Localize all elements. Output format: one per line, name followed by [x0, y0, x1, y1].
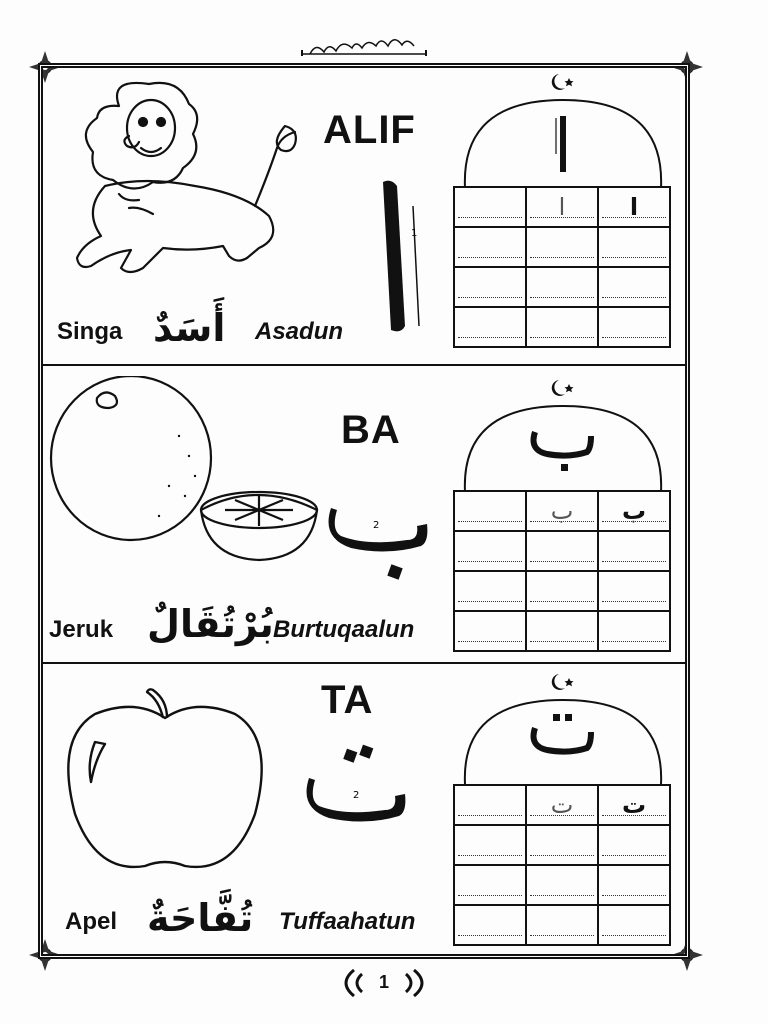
grid-cell[interactable]: ا	[598, 187, 670, 227]
grid-cell[interactable]	[598, 531, 670, 571]
grid-cell[interactable]	[526, 865, 598, 905]
grid-cell[interactable]	[454, 905, 526, 945]
grid-cell[interactable]	[598, 227, 670, 267]
crescent-star-icon	[552, 380, 574, 396]
grid-cell[interactable]: ت	[598, 785, 670, 825]
grid-cell[interactable]: ا	[526, 187, 598, 227]
letter-name: TA	[321, 678, 374, 722]
crescent-star-icon	[552, 674, 574, 690]
grid-cell[interactable]	[454, 865, 526, 905]
apple-illustration	[65, 680, 265, 870]
grid-cell[interactable]: ب	[526, 491, 598, 531]
grid-cell[interactable]	[526, 307, 598, 347]
grid-cell[interactable]	[526, 905, 598, 945]
grid-cell[interactable]	[598, 267, 670, 307]
tracing-grid	[453, 186, 671, 348]
grid-cell[interactable]	[454, 785, 526, 825]
grid-cell[interactable]	[454, 825, 526, 865]
grid-cell[interactable]	[598, 905, 670, 945]
grid-cell[interactable]	[454, 491, 526, 531]
tracing-grid	[453, 784, 671, 946]
word-transliteration: Asadun	[255, 318, 344, 345]
grid-cell[interactable]: ب	[598, 491, 670, 531]
grid-cell[interactable]	[526, 611, 598, 651]
page-number-label: 1	[378, 972, 389, 992]
worksheet-frame	[41, 66, 687, 956]
grid-cell[interactable]	[598, 307, 670, 347]
grid-cell[interactable]	[454, 531, 526, 571]
grid-cell[interactable]	[598, 611, 670, 651]
word-indonesian: Singa	[57, 318, 123, 345]
grid-cell[interactable]	[454, 187, 526, 227]
word-transliteration: Burtuqaalun	[273, 616, 415, 643]
word-arabic: أَسَدٌ	[153, 306, 226, 350]
letter-section-ba	[43, 364, 685, 662]
grid-cell[interactable]	[454, 267, 526, 307]
lion-illustration	[59, 76, 299, 290]
basmala-ornament	[300, 36, 428, 58]
grid-cell[interactable]	[454, 307, 526, 347]
grid-cell[interactable]	[598, 571, 670, 611]
word-indonesian: Jeruk	[49, 616, 114, 643]
orange-illustration	[49, 376, 329, 572]
svg-text:1: 1	[411, 228, 418, 239]
grid-cell[interactable]	[526, 571, 598, 611]
letter-name: BA	[341, 408, 401, 452]
grid-cell[interactable]: ت	[526, 785, 598, 825]
word-arabic: تُفَّاحَةٌ	[147, 896, 254, 940]
letter-section-ta	[43, 662, 685, 954]
svg-text:2: 2	[373, 520, 380, 531]
large-letter-ba	[323, 494, 433, 594]
grid-cell[interactable]	[526, 531, 598, 571]
grid-cell[interactable]	[526, 267, 598, 307]
grid-cell[interactable]	[526, 825, 598, 865]
word-transliteration: Tuffaahatun	[279, 908, 416, 935]
large-letter-alif	[373, 176, 423, 336]
grid-cell[interactable]	[598, 825, 670, 865]
tracing-grid	[453, 490, 671, 652]
page-number	[334, 966, 434, 1000]
letter-name: ALIF	[323, 108, 416, 152]
dome-letter-frame	[463, 70, 663, 188]
grid-cell[interactable]	[454, 571, 526, 611]
grid-cell[interactable]	[526, 227, 598, 267]
word-arabic: بُرْتُقَالٌ	[147, 602, 274, 646]
crescent-star-icon	[552, 74, 574, 90]
grid-cell[interactable]	[598, 865, 670, 905]
grid-cell[interactable]	[454, 227, 526, 267]
svg-text:2: 2	[353, 790, 360, 801]
word-indonesian: Apel	[65, 908, 118, 935]
large-letter-ta	[301, 744, 411, 840]
grid-cell[interactable]	[454, 611, 526, 651]
dome-letter-frame	[463, 670, 663, 784]
letter-section-alif	[43, 68, 685, 364]
dome-letter-frame	[463, 376, 663, 492]
